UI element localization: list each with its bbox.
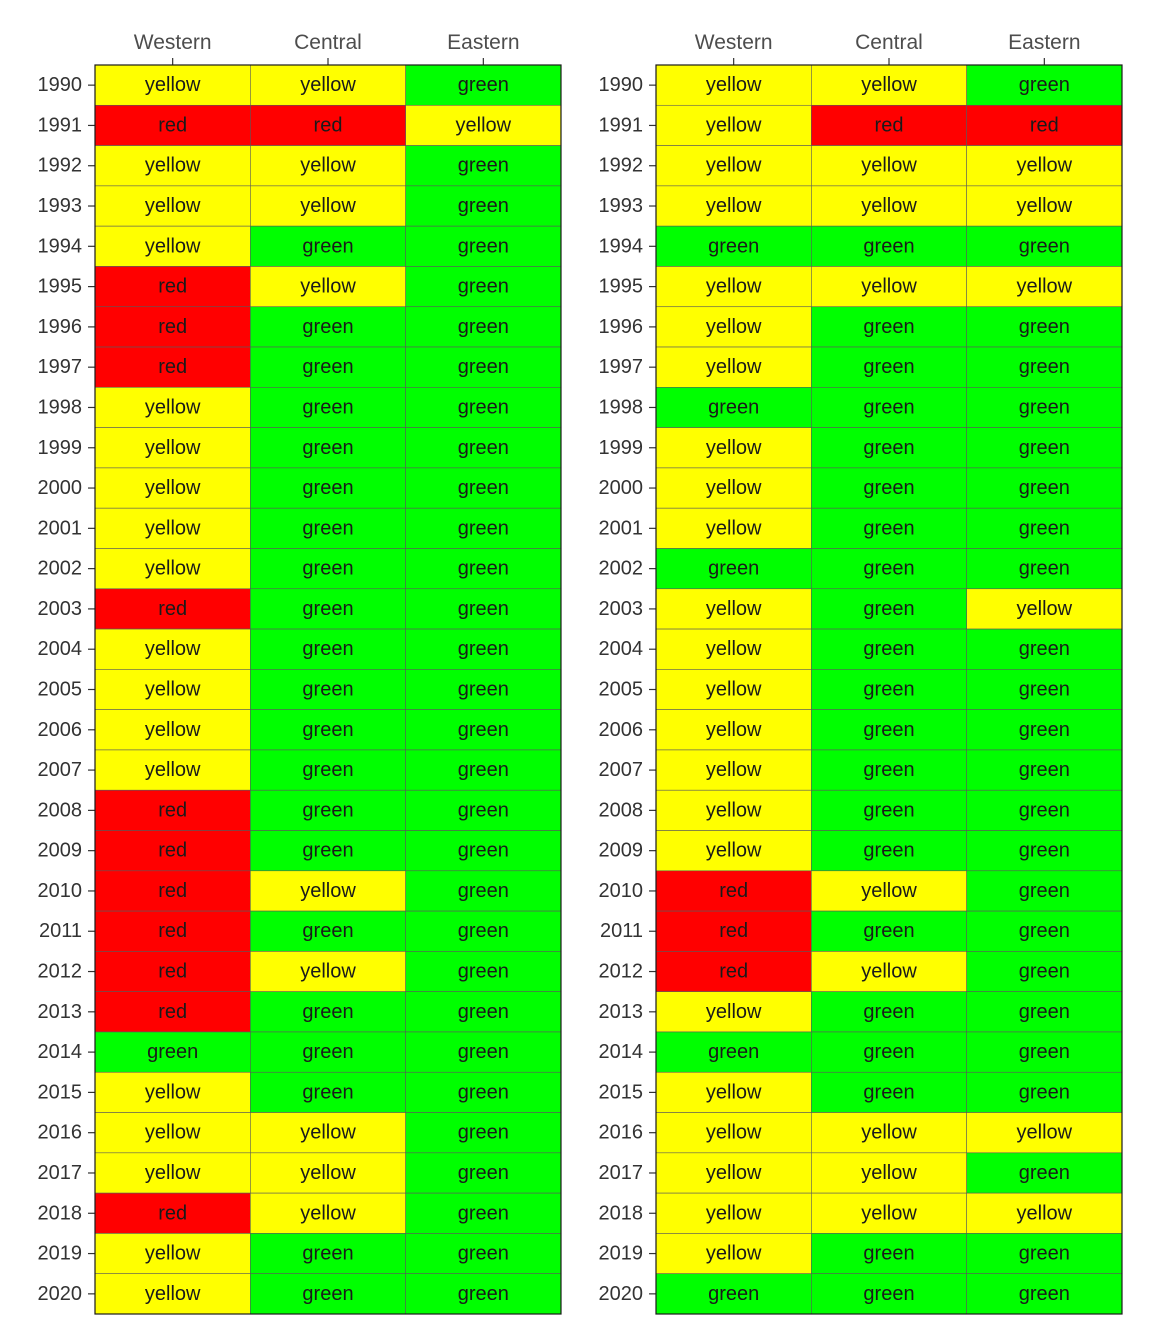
cell-label: green xyxy=(302,799,354,822)
cell-label: green xyxy=(457,799,509,822)
cell-label: yellow xyxy=(705,315,762,338)
row-label: 2000 xyxy=(37,477,82,500)
row-label: 2005 xyxy=(37,678,82,701)
cell-label: red xyxy=(158,114,188,137)
row-label: 2013 xyxy=(598,1000,643,1023)
cell-label: green xyxy=(1018,315,1070,338)
cell-label: yellow xyxy=(861,1161,917,1184)
column-label: Central xyxy=(294,31,362,54)
cell-label: green xyxy=(1018,839,1070,862)
cell-label: green xyxy=(147,1041,199,1064)
cell-label: yellow xyxy=(861,960,917,983)
cell-label: red xyxy=(158,597,188,620)
row-label: 2012 xyxy=(37,960,82,983)
cell-label: green xyxy=(302,356,354,379)
column-label: Eastern xyxy=(1008,31,1081,54)
cell-label: green xyxy=(1018,638,1070,661)
cell-label: red xyxy=(158,799,188,822)
cell-label: yellow xyxy=(300,1161,356,1184)
cell-label: yellow xyxy=(705,195,762,218)
cell-label: yellow xyxy=(144,678,201,701)
row-label: 1998 xyxy=(37,396,82,419)
row-label: 1990 xyxy=(598,74,643,97)
cell-label: green xyxy=(457,1041,509,1064)
cell-label: green xyxy=(457,920,509,943)
cell-label: yellow xyxy=(705,114,762,137)
row-label: 2004 xyxy=(598,638,643,661)
cell-label: yellow xyxy=(705,1000,762,1023)
column-label: Western xyxy=(694,31,773,54)
cell-label: yellow xyxy=(861,195,917,218)
cell-label: green xyxy=(863,920,915,943)
cell-label: yellow xyxy=(1016,1121,1073,1144)
row-label: 2008 xyxy=(37,799,82,822)
cell-label: red xyxy=(874,114,904,137)
cell-label: yellow xyxy=(1016,154,1073,177)
row-label: 1991 xyxy=(598,114,643,137)
cell-label: yellow xyxy=(455,114,512,137)
cell-label: green xyxy=(457,879,509,902)
cell-label: green xyxy=(863,1041,915,1064)
cell-label: green xyxy=(1018,1161,1070,1184)
cell-label: green xyxy=(302,759,354,782)
cell-label: green xyxy=(708,1041,760,1064)
cell-label: yellow xyxy=(144,1121,201,1144)
cell-label: green xyxy=(863,1282,915,1305)
cell-label: yellow xyxy=(1016,1202,1073,1225)
cell-label: green xyxy=(457,839,509,862)
cell-label: yellow xyxy=(861,154,917,177)
row-label: 2020 xyxy=(37,1282,82,1305)
row-label: 2005 xyxy=(598,678,643,701)
cell-label: yellow xyxy=(705,1121,762,1144)
cell-label: yellow xyxy=(861,879,917,902)
cell-label: green xyxy=(1018,74,1070,97)
row-label: 2002 xyxy=(37,557,82,580)
cell-label: yellow xyxy=(144,1242,201,1265)
cell-label: red xyxy=(719,960,749,983)
row-label: 2018 xyxy=(37,1202,82,1225)
row-label: 2006 xyxy=(598,718,643,741)
row-label: 2016 xyxy=(37,1121,82,1144)
cell-label: green xyxy=(863,638,915,661)
cell-label: green xyxy=(457,678,509,701)
cell-label: green xyxy=(302,1041,354,1064)
row-label: 1990 xyxy=(37,74,82,97)
cell-label: yellow xyxy=(144,759,201,782)
cell-label: green xyxy=(457,436,509,459)
cell-label: yellow xyxy=(861,275,917,298)
cell-label: yellow xyxy=(861,1121,917,1144)
row-label: 1993 xyxy=(598,195,643,218)
cell-label: yellow xyxy=(705,759,762,782)
cell-label: green xyxy=(457,1202,509,1225)
cell-label: green xyxy=(708,1282,760,1305)
row-label: 1996 xyxy=(37,315,82,338)
row-label: 2014 xyxy=(37,1041,82,1064)
cell-label: green xyxy=(708,235,760,258)
cell-label: yellow xyxy=(300,1121,356,1144)
left-panel xyxy=(38,31,562,1314)
row-label: 2019 xyxy=(598,1242,643,1265)
cell-label: yellow xyxy=(144,718,201,741)
cell-label: yellow xyxy=(144,1282,201,1305)
column-label: Central xyxy=(855,31,923,54)
cell-label: yellow xyxy=(705,718,762,741)
cell-label: green xyxy=(457,1161,509,1184)
row-label: 2007 xyxy=(598,759,643,782)
cell-label: red xyxy=(719,879,749,902)
row-label: 1996 xyxy=(598,315,643,338)
cell-label: green xyxy=(302,1081,354,1104)
cell-label: red xyxy=(1029,114,1059,137)
cell-label: yellow xyxy=(705,1242,762,1265)
cell-label: yellow xyxy=(705,597,762,620)
cell-label: yellow xyxy=(144,396,201,419)
row-label: 1992 xyxy=(598,154,643,177)
cell-label: green xyxy=(302,597,354,620)
cell-label: green xyxy=(863,356,915,379)
cell-label: green xyxy=(302,1242,354,1265)
row-label: 1994 xyxy=(598,235,643,258)
cell-label: green xyxy=(863,436,915,459)
cell-label: yellow xyxy=(705,436,762,459)
cell-label: yellow xyxy=(705,678,762,701)
cell-label: green xyxy=(708,557,760,580)
cell-label: green xyxy=(1018,517,1070,540)
cell-label: green xyxy=(1018,477,1070,500)
column-label: Eastern xyxy=(447,31,520,54)
cell-label: yellow xyxy=(705,799,762,822)
cell-label: yellow xyxy=(705,356,762,379)
cell-label: green xyxy=(457,1282,509,1305)
cell-label: green xyxy=(457,597,509,620)
cell-label: green xyxy=(1018,678,1070,701)
cell-label: green xyxy=(457,235,509,258)
cell-label: yellow xyxy=(1016,275,1073,298)
cell-label: yellow xyxy=(705,275,762,298)
cell-label: green xyxy=(863,396,915,419)
cell-label: green xyxy=(863,557,915,580)
cell-label: red xyxy=(158,315,188,338)
cell-label: green xyxy=(863,517,915,540)
column-label: Western xyxy=(133,31,212,54)
cell-label: green xyxy=(302,477,354,500)
cell-label: green xyxy=(1018,235,1070,258)
row-label: 2010 xyxy=(598,879,643,902)
row-label: 1999 xyxy=(37,436,82,459)
row-label: 1994 xyxy=(37,235,82,258)
cell-label: yellow xyxy=(144,436,201,459)
cell-label: yellow xyxy=(705,477,762,500)
row-label: 2004 xyxy=(37,638,82,661)
row-label: 1995 xyxy=(37,275,82,298)
row-label: 2000 xyxy=(598,477,643,500)
row-label: 1997 xyxy=(598,356,643,379)
cell-label: green xyxy=(1018,879,1070,902)
cell-label: green xyxy=(302,638,354,661)
row-label: 1995 xyxy=(598,275,643,298)
row-label: 2017 xyxy=(37,1161,82,1184)
row-label: 1998 xyxy=(598,396,643,419)
cell-label: green xyxy=(457,759,509,782)
cell-label: yellow xyxy=(300,275,356,298)
row-label: 2016 xyxy=(598,1121,643,1144)
row-label: 2001 xyxy=(598,517,643,540)
cell-label: green xyxy=(1018,557,1070,580)
cell-label: yellow xyxy=(705,1081,762,1104)
row-label: 2011 xyxy=(599,920,643,943)
cell-label: green xyxy=(1018,1000,1070,1023)
row-label: 2015 xyxy=(598,1081,643,1104)
cell-label: yellow xyxy=(705,1202,762,1225)
cell-label: green xyxy=(1018,799,1070,822)
cell-label: yellow xyxy=(300,154,356,177)
cell-label: green xyxy=(457,1000,509,1023)
cell-label: yellow xyxy=(1016,597,1073,620)
row-label: 2003 xyxy=(37,597,82,620)
row-label: 1999 xyxy=(598,436,643,459)
row-label: 2018 xyxy=(598,1202,643,1225)
cell-label: green xyxy=(863,1000,915,1023)
cell-label: red xyxy=(158,920,188,943)
row-label: 2003 xyxy=(598,597,643,620)
cell-label: yellow xyxy=(144,1161,201,1184)
cell-label: green xyxy=(302,517,354,540)
cell-label: yellow xyxy=(144,195,201,218)
cell-label: green xyxy=(708,396,760,419)
cell-label: green xyxy=(863,597,915,620)
cell-label: green xyxy=(1018,960,1070,983)
cell-label: green xyxy=(302,839,354,862)
cell-label: red xyxy=(158,1202,188,1225)
cell-label: yellow xyxy=(144,517,201,540)
cell-label: green xyxy=(1018,718,1070,741)
cell-label: green xyxy=(457,1081,509,1104)
cell-label: green xyxy=(457,356,509,379)
row-label: 2015 xyxy=(37,1081,82,1104)
cell-label: green xyxy=(302,678,354,701)
row-label: 2012 xyxy=(598,960,643,983)
cell-label: green xyxy=(863,839,915,862)
cell-label: green xyxy=(457,1242,509,1265)
cell-label: yellow xyxy=(144,235,201,258)
cell-label: yellow xyxy=(144,1081,201,1104)
cell-label: green xyxy=(457,718,509,741)
cell-label: green xyxy=(863,1081,915,1104)
cell-label: yellow xyxy=(705,74,762,97)
row-label: 1997 xyxy=(37,356,82,379)
row-label: 2007 xyxy=(37,759,82,782)
cell-label: green xyxy=(302,718,354,741)
cell-label: red xyxy=(158,275,188,298)
cell-label: green xyxy=(457,74,509,97)
row-label: 2009 xyxy=(37,839,82,862)
cell-label: red xyxy=(158,839,188,862)
cell-label: yellow xyxy=(144,74,201,97)
cell-label: green xyxy=(863,1242,915,1265)
cell-label: green xyxy=(863,718,915,741)
cell-label: green xyxy=(863,315,915,338)
cell-label: green xyxy=(1018,356,1070,379)
cell-label: yellow xyxy=(861,74,917,97)
row-label: 1993 xyxy=(37,195,82,218)
row-label: 2014 xyxy=(598,1041,643,1064)
cell-label: red xyxy=(158,356,188,379)
cell-label: green xyxy=(457,315,509,338)
cell-label: green xyxy=(302,315,354,338)
cell-label: green xyxy=(302,396,354,419)
cell-label: green xyxy=(1018,1282,1070,1305)
cell-label: yellow xyxy=(705,517,762,540)
row-label: 2008 xyxy=(598,799,643,822)
cell-label: yellow xyxy=(144,154,201,177)
cell-label: green xyxy=(1018,436,1070,459)
cell-label: green xyxy=(1018,759,1070,782)
row-label: 2019 xyxy=(37,1242,82,1265)
cell-label: yellow xyxy=(300,879,356,902)
row-label: 2001 xyxy=(37,517,82,540)
cell-label: yellow xyxy=(144,557,201,580)
row-label: 1992 xyxy=(37,154,82,177)
cell-label: green xyxy=(457,1121,509,1144)
cell-label: green xyxy=(302,436,354,459)
row-label: 2020 xyxy=(598,1282,643,1305)
cell-label: green xyxy=(457,195,509,218)
cell-label: yellow xyxy=(1016,195,1073,218)
cell-label: green xyxy=(457,960,509,983)
cell-label: yellow xyxy=(144,638,201,661)
cell-label: green xyxy=(1018,396,1070,419)
cell-label: green xyxy=(457,638,509,661)
row-label: 1991 xyxy=(37,114,82,137)
cell-label: red xyxy=(313,114,343,137)
row-label: 2017 xyxy=(598,1161,643,1184)
cell-label: yellow xyxy=(300,1202,356,1225)
cell-label: green xyxy=(457,517,509,540)
cell-label: yellow xyxy=(144,477,201,500)
cell-label: yellow xyxy=(300,960,356,983)
cell-label: yellow xyxy=(705,638,762,661)
cell-label: green xyxy=(457,477,509,500)
cell-label: green xyxy=(457,154,509,177)
cell-label: green xyxy=(302,920,354,943)
cell-label: green xyxy=(1018,1041,1070,1064)
row-label: 2009 xyxy=(598,839,643,862)
cell-label: yellow xyxy=(705,154,762,177)
cell-label: green xyxy=(302,557,354,580)
cell-label: green xyxy=(302,1000,354,1023)
cell-label: yellow xyxy=(300,74,356,97)
cell-label: red xyxy=(158,1000,188,1023)
cell-label: green xyxy=(863,235,915,258)
cell-label: red xyxy=(719,920,749,943)
cell-label: yellow xyxy=(705,839,762,862)
cell-label: green xyxy=(863,477,915,500)
row-label: 2013 xyxy=(37,1000,82,1023)
cell-label: green xyxy=(863,799,915,822)
cell-label: green xyxy=(863,759,915,782)
cell-label: green xyxy=(1018,1081,1070,1104)
cell-label: yellow xyxy=(300,195,356,218)
cell-label: green xyxy=(302,1282,354,1305)
cell-label: green xyxy=(302,235,354,258)
cell-label: green xyxy=(1018,1242,1070,1265)
cell-label: yellow xyxy=(705,1161,762,1184)
cell-label: red xyxy=(158,879,188,902)
cell-label: green xyxy=(457,275,509,298)
row-label: 2011 xyxy=(38,920,82,943)
row-label: 2002 xyxy=(598,557,643,580)
right-panel xyxy=(599,31,1123,1314)
cell-label: green xyxy=(457,396,509,419)
cell-label: green xyxy=(457,557,509,580)
row-label: 2006 xyxy=(37,718,82,741)
cell-label: yellow xyxy=(861,1202,917,1225)
row-label: 2010 xyxy=(37,879,82,902)
cell-label: green xyxy=(863,678,915,701)
cell-label: red xyxy=(158,960,188,983)
cell-label: green xyxy=(1018,920,1070,943)
